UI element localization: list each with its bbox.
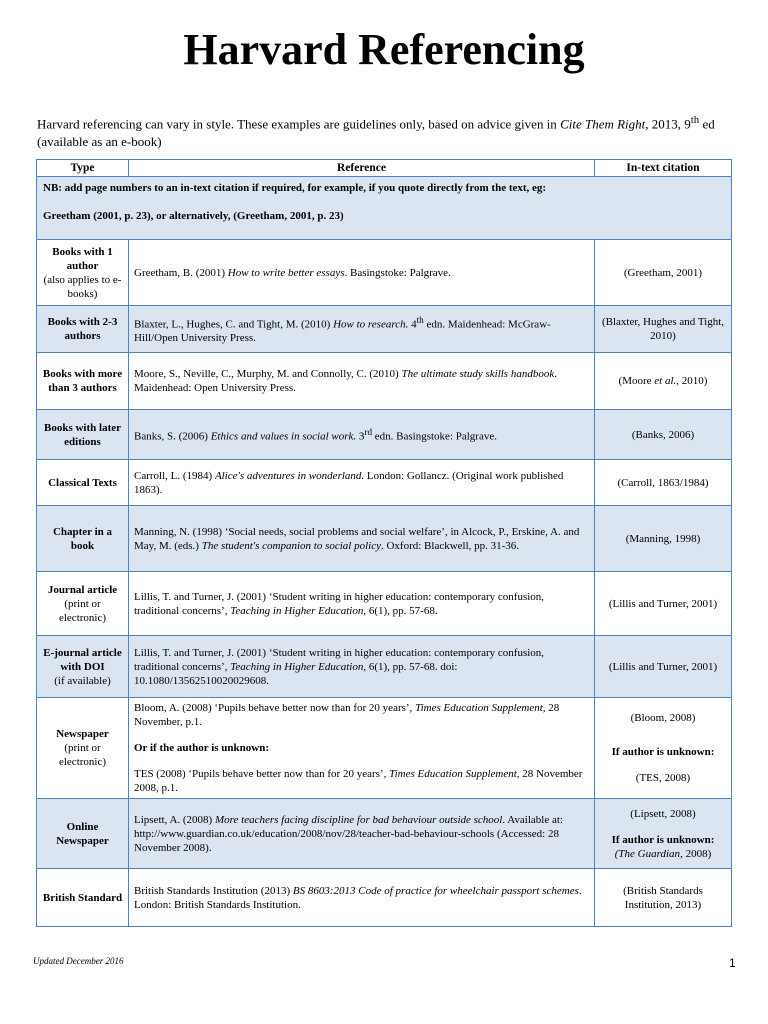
citation-cell: (Moore et al., 2010) bbox=[595, 353, 732, 410]
intro-paragraph: Harvard referencing can vary in style. These examples are guidelines only, based on advice given in Cite Them Right, 2013, 9th ed (available as an e-book) bbox=[37, 114, 715, 150]
type-cell: E-journal article with DOI (if available) bbox=[37, 636, 129, 698]
citation-cell: (Banks, 2006) bbox=[595, 410, 732, 460]
type-cell: Newspaper (print or electronic) bbox=[37, 698, 129, 799]
header-type: Type bbox=[37, 160, 129, 177]
reference-table bbox=[36, 159, 732, 927]
table-header-row bbox=[37, 160, 732, 177]
table-row bbox=[37, 869, 732, 927]
table-row bbox=[37, 460, 732, 506]
note-row bbox=[37, 177, 732, 240]
citation-cell: (Blaxter, Hughes and Tight, 2010) bbox=[595, 306, 732, 353]
reference-cell: Lipsett, A. (2008) More teachers facing discipline for bad behaviour outside school. Available at: http://www.guardian.co.uk/education/2008/nov/28/teacher-bad-behaviour-schools (Accessed: 28 November 2008). bbox=[129, 799, 595, 869]
table-row bbox=[37, 410, 732, 460]
type-cell: Books with 2-3 authors bbox=[37, 306, 129, 353]
table-row bbox=[37, 353, 732, 410]
table-row bbox=[37, 506, 732, 572]
citation-cell: (Lillis and Turner, 2001) bbox=[595, 636, 732, 698]
header-reference: Reference bbox=[129, 160, 595, 177]
reference-cell: Lillis, T. and Turner, J. (2001) ‘Student writing in higher education: contemporary confusion, traditional concerns’, Teaching in Higher Education, 6(1), pp. 57-68. bbox=[129, 572, 595, 636]
citation-cell: (Manning, 1998) bbox=[595, 506, 732, 572]
reference-cell: Carroll, L. (1984) Alice's adventures in wonderland. London: Gollancz. (Original work published 1863). bbox=[129, 460, 595, 506]
type-cell: Books with 1 author (also applies to e-books) bbox=[37, 240, 129, 306]
reference-cell: Bloom, A. (2008) ‘Pupils behave better now than for 20 years’, Times Education Supplement, 28 November, p.1. Or if the author is unknown: TES (2008) ‘Pupils behave better now than for 20 years’, Times Education Supplement, 28 November 2008, p.1. bbox=[129, 698, 595, 799]
type-cell: Classical Texts bbox=[37, 460, 129, 506]
citation-cell: (British Standards Institution, 2013) bbox=[595, 869, 732, 927]
citation-cell: (Carroll, 1863/1984) bbox=[595, 460, 732, 506]
note-line-2: Greetham (2001, p. 23), or alternatively, (Greetham, 2001, p. 23) bbox=[43, 210, 344, 222]
type-cell: Books with more than 3 authors bbox=[37, 353, 129, 410]
reference-cell: Lillis, T. and Turner, J. (2001) ‘Student writing in higher education: contemporary confusion, traditional concerns’, Teaching in Higher Education, 6(1), pp. 57-68. doi: 10.1080/13562510020029608. bbox=[129, 636, 595, 698]
table-row bbox=[37, 799, 732, 869]
type-cell: Journal article (print or electronic) bbox=[37, 572, 129, 636]
note-line-1: NB: add page numbers to an in-text citation if required, for example, if you quote directly from the text, eg: bbox=[43, 182, 547, 194]
table-row bbox=[37, 306, 732, 353]
citation-cell: (Lillis and Turner, 2001) bbox=[595, 572, 732, 636]
type-cell: Online Newspaper bbox=[37, 799, 129, 869]
table-row bbox=[37, 636, 732, 698]
updated-note: Updated December 2016 bbox=[33, 956, 124, 966]
header-citation: In-text citation bbox=[595, 160, 732, 177]
note-cell bbox=[37, 177, 732, 240]
reference-cell: Blaxter, L., Hughes, C. and Tight, M. (2010) How to research. 4th edn. Maidenhead: McGraw-Hill/Open University Press. bbox=[129, 306, 595, 353]
table-row bbox=[37, 572, 732, 636]
citation-cell: (Lipsett, 2008) If author is unknown: (The Guardian, 2008) bbox=[595, 799, 732, 869]
citation-cell: (Greetham, 2001) bbox=[595, 240, 732, 306]
author-unknown-label: Or if the author is unknown: bbox=[134, 742, 269, 754]
citation-cell: (Bloom, 2008) If author is unknown: (TES, 2008) bbox=[595, 698, 732, 799]
type-cell: Chapter in a book bbox=[37, 506, 129, 572]
reference-cell: Manning, N. (1998) ‘Social needs, social problems and social welfare’, in Alcock, P., Erskine, A. and May, M. (eds.) The student's companion to social policy. Oxford: Blackwell, pp. 31-36. bbox=[129, 506, 595, 572]
type-cell: British Standard bbox=[37, 869, 129, 927]
table-row bbox=[37, 698, 732, 799]
table-row bbox=[37, 240, 732, 306]
reference-cell: Greetham, B. (2001) How to write better essays. Basingstoke: Palgrave. bbox=[129, 240, 595, 306]
reference-cell: British Standards Institution (2013) BS 8603:2013 Code of practice for wheelchair passport schemes. London: British Standards Institution. bbox=[129, 869, 595, 927]
page-title: Harvard Referencing bbox=[183, 25, 585, 74]
reference-cell: Banks, S. (2006) Ethics and values in social work. 3rd edn. Basingstoke: Palgrave. bbox=[129, 410, 595, 460]
page-number: 1 bbox=[729, 956, 736, 970]
reference-cell: Moore, S., Neville, C., Murphy, M. and Connolly, C. (2010) The ultimate study skills handbook. Maidenhead: Open University Press. bbox=[129, 353, 595, 410]
type-cell: Books with later editions bbox=[37, 410, 129, 460]
